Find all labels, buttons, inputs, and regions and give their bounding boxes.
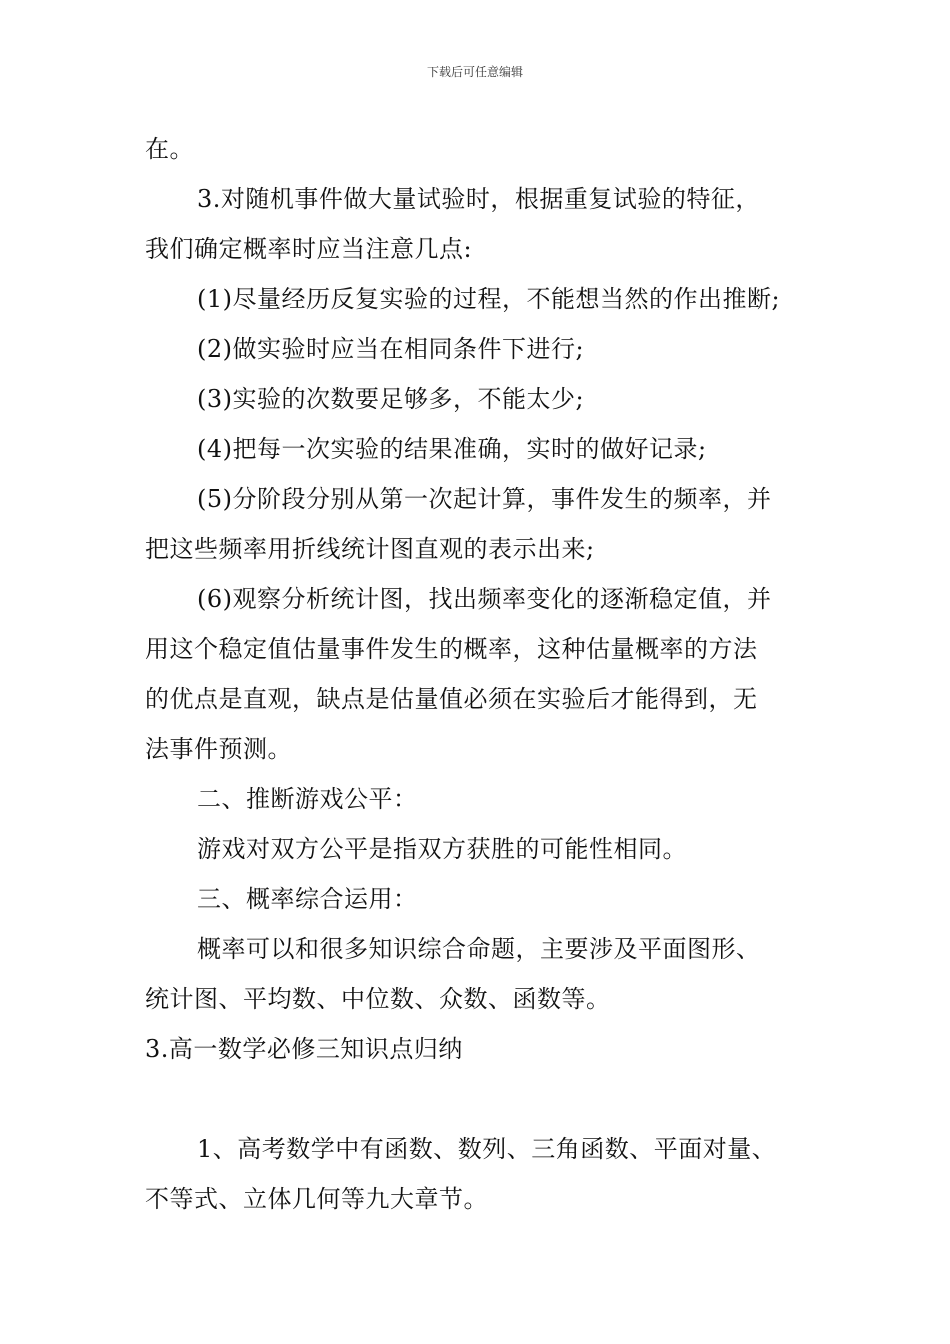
text-line: 把这些频率用折线统计图直观的表示出来; <box>145 535 595 563</box>
text-line: 3.对随机事件做大量试验时，根据重复试验的特征， <box>197 185 760 213</box>
text-line: (1)尽量经历反复实验的过程，不能想当然的作出推断; <box>197 285 781 313</box>
section-heading: 三、概率综合运用： <box>197 885 418 913</box>
text-line: 概率可以和很多知识综合命题，主要涉及平面图形、 <box>197 935 761 963</box>
section-heading: 二、推断游戏公平： <box>197 785 418 813</box>
text-line: 统计图、平均数、中位数、众数、函数等。 <box>145 985 611 1013</box>
text-line: 法事件预测。 <box>145 735 292 763</box>
text-line: 我们确定概率时应当注意几点: <box>145 235 473 263</box>
page-header: 下载后可任意编辑 <box>426 65 523 79</box>
text-line: (4)把每一次实验的结果准确，实时的做好记录; <box>197 435 707 463</box>
text-line: 的优点是直观，缺点是估量值必须在实验后才能得到，无 <box>145 685 758 713</box>
text-line: 用这个稳定值估量事件发生的概率，这种估量概率的方法 <box>145 635 758 663</box>
text-line: 在。 <box>145 135 194 163</box>
text-line: 1、高考数学中有函数、数列、三角函数、平面对量、 <box>197 1135 777 1163</box>
text-line: 不等式、立体几何等九大章节。 <box>145 1185 488 1213</box>
text-line: (2)做实验时应当在相同条件下进行; <box>197 335 585 363</box>
text-line: (5)分阶段分别从第一次起计算，事件发生的频率，并 <box>197 485 772 513</box>
text-line: 游戏对双方公平是指双方获胜的可能性相同。 <box>197 835 687 863</box>
text-line: (3)实验的次数要足够多，不能太少; <box>197 385 585 413</box>
section-heading: 3.高一数学必修三知识点归纳 <box>145 1035 463 1063</box>
text-line: (6)观察分析统计图，找出频率变化的逐渐稳定值，并 <box>197 585 772 613</box>
